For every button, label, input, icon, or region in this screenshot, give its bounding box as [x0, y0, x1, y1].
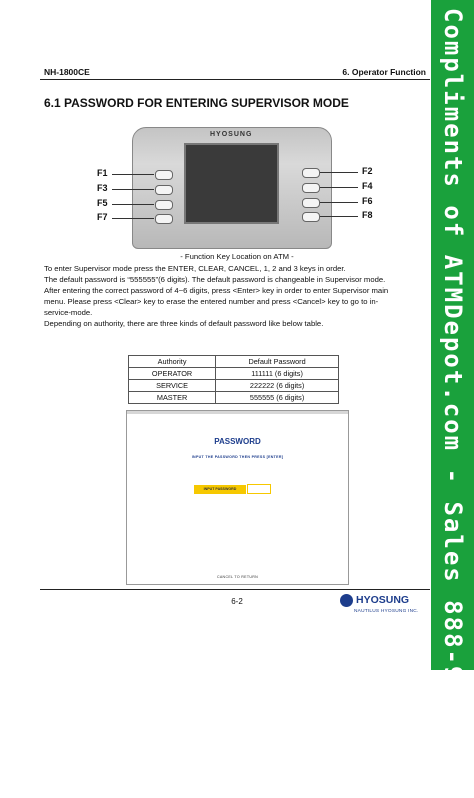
label-f1: F1	[97, 168, 108, 178]
table-cell: 222222 (6 digits)	[216, 380, 339, 392]
hyosung-logo-icon	[340, 594, 353, 607]
table-row	[129, 380, 339, 392]
atm-key-f4	[302, 183, 320, 193]
body-line-5: service-mode.	[44, 308, 93, 317]
arrow-f5	[112, 204, 154, 205]
atm-brand: HYOSUNG	[210, 131, 253, 138]
label-f2: F2	[362, 166, 373, 176]
password-screen-instruction: INPUT THE PASSWORD THEN PRESS [ENTER]	[191, 455, 284, 459]
figure-caption: - Function Key Location on ATM -	[180, 252, 294, 261]
table-cell: MASTER	[129, 392, 216, 404]
doc-chapter: 6. Operator Function	[342, 67, 426, 77]
atm-key-f3	[155, 185, 173, 195]
atm-key-f7	[155, 214, 173, 224]
body-line-4: menu. Please press <Clear> key to erase the entered number and press <Cancel> key to go to in-	[44, 297, 379, 306]
body-line-3: After entering the correct password of 4~6 digits, press <Enter> key in order to enter Supervisor main	[44, 286, 389, 295]
footer-logo-subtitle: NAUTILUS HYOSUNG INC.	[354, 609, 419, 614]
atm-key-f8	[302, 212, 320, 222]
table-header-row	[129, 356, 339, 368]
side-banner-text: Compliments of ATMDepot.com - Sales 888-959-2269	[439, 8, 467, 798]
table-row	[129, 368, 339, 380]
label-f3: F3	[97, 183, 108, 193]
arrow-f4	[320, 187, 358, 188]
label-f5: F5	[97, 198, 108, 208]
table-cell: SERVICE	[129, 380, 216, 392]
password-input-field[interactable]	[247, 484, 271, 494]
atm-key-f2	[302, 168, 320, 178]
table-header: Authority	[129, 356, 216, 368]
body-line-1: To enter Supervisor mode press the ENTER, CLEAR, CANCEL, 1, 2 and 3 keys in order.	[44, 264, 346, 273]
label-f8: F8	[362, 210, 373, 220]
section-title: 6.1 PASSWORD FOR ENTERING SUPERVISOR MODE	[44, 96, 349, 110]
label-f7: F7	[97, 212, 108, 222]
atm-key-f6	[302, 198, 320, 208]
cancel-to-return-text: CANCEL TO RETURN	[216, 575, 259, 579]
table-row	[129, 392, 339, 404]
password-screen-top-bar	[127, 411, 348, 414]
footer-logo: HYOSUNG	[356, 594, 410, 606]
arrow-f3	[112, 189, 154, 190]
atm-key-f5	[155, 200, 173, 210]
arrow-f1	[112, 174, 154, 175]
table-cell: 111111 (6 digits)	[216, 368, 339, 380]
page-number: 6-2	[231, 597, 243, 606]
doc-model: NH-1800CE	[44, 67, 90, 77]
header-rule	[40, 79, 430, 80]
atm-screen	[184, 143, 279, 224]
table-header: Default Password	[216, 356, 339, 368]
arrow-f8	[320, 216, 358, 217]
table-cell: OPERATOR	[129, 368, 216, 380]
footer-rule	[40, 589, 430, 590]
arrow-f2	[320, 172, 358, 173]
password-screen-title: PASSWORD	[214, 437, 261, 446]
label-f6: F6	[362, 196, 373, 206]
body-line-6: Depending on authority, there are three kinds of default password like below table.	[44, 319, 324, 328]
password-input-label: INPUT PASSWORD	[194, 485, 246, 494]
label-f4: F4	[362, 181, 373, 191]
password-table	[128, 355, 339, 404]
arrow-f7	[112, 218, 154, 219]
table-cell: 555555 (6 digits)	[216, 392, 339, 404]
arrow-f6	[320, 202, 358, 203]
body-line-2: The default password is “555555”(6 digits). The default password is changeable in Supervisor mode.	[44, 275, 386, 284]
atm-key-f1	[155, 170, 173, 180]
